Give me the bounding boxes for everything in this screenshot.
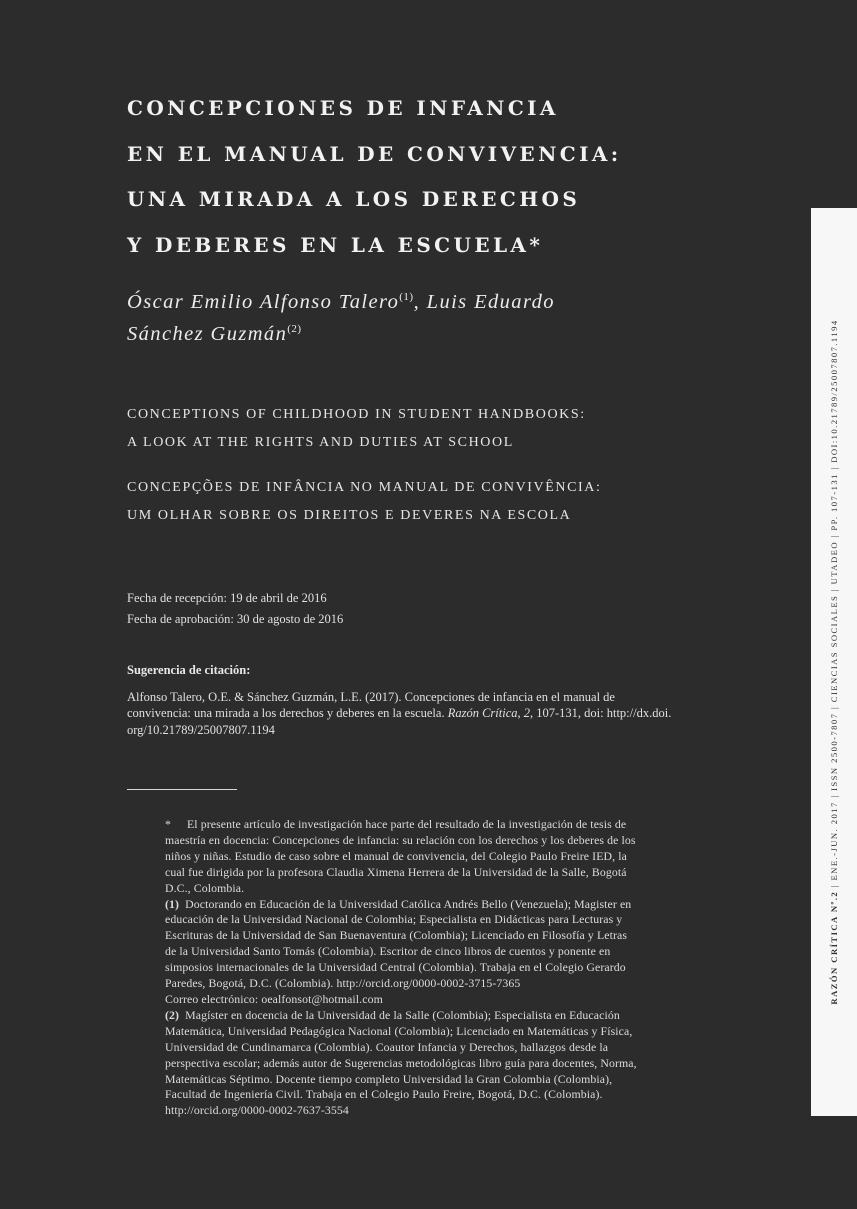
citation-text	[127, 689, 687, 738]
author-2-last: Sánchez Guzmán	[127, 322, 288, 345]
article-authors	[127, 284, 767, 348]
title-line: UNA MIRADA A LOS DERECHOS	[127, 187, 581, 211]
journal-name: RAZÓN CRÍTICA Nº.2	[829, 890, 839, 1005]
footnote-text: cual fue dirigida por la profesora Claudia Ximena Herrera de la Universidad de la Salle, Bogotá	[165, 864, 627, 879]
footnote-text: Matemáticas Séptimo. Docente tiempo completo Universidad la Gran Colombia (Colombia),	[165, 1071, 613, 1086]
footnote-text: Magíster en docencia de la Universidad de la Salle (Colombia); Especialista en Educación	[185, 1007, 620, 1022]
english-title-line: A LOOK AT THE RIGHTS AND DUTIES AT SCHOOL	[127, 435, 514, 450]
footnote-text: Doctorando en Educación de la Universidad Católica Andrés Bello (Venezuela); Magister en	[185, 896, 632, 911]
footnote-divider	[127, 789, 237, 790]
citation-journal: Razón Crítica, 2	[447, 706, 530, 721]
footnote-text: D.C., Colombia.	[165, 880, 245, 895]
reception-date: Fecha de recepción: 19 de abril de 2016	[127, 591, 327, 605]
english-title	[127, 401, 787, 457]
footnote-2-line	[165, 1008, 715, 1024]
footnote-text: El presente artículo de investigación hace parte del resultado de la investigación de tesis de	[187, 817, 627, 831]
portuguese-title	[127, 474, 787, 530]
title-line: CONCEPCIONES DE INFANCIA	[127, 96, 559, 120]
footnote-text: educación de la Universidad Nacional de Colombia; Especialista en Didácticas para Lecturas y	[165, 912, 623, 927]
article-dates	[127, 588, 727, 630]
footnote-text: Universidad de Cundinamarca (Colombia). Coautor Infancia y Derechos, hallazgos desde la	[165, 1039, 609, 1054]
footnote-orcid-link[interactable]: Paredes, Bogotá, D.C. (Colombia). http://orcid.org/0000-0002-3715-7365	[165, 976, 521, 991]
title-line: EN EL MANUAL DE CONVIVENCIA:	[127, 141, 622, 166]
citation-line	[127, 705, 687, 721]
journal-sidebar	[811, 208, 857, 1116]
footnote-text: de la Universidad Santo Tomás (Colombia). Escritor de cinco libros de cuentos y ponente en	[165, 944, 611, 959]
footnote-text: simposios internacionales de la Universidad Central (Colombia). Trabaja en el Colegio Gerardo	[165, 960, 626, 975]
citation-heading: Sugerencia de citación:	[127, 663, 251, 677]
english-title-line: CONCEPTIONS OF CHILDHOOD IN STUDENT HANDBOOKS:	[127, 407, 586, 422]
citation-fragment: convivencia: una mirada a los derechos y deberes en la escuela.	[127, 706, 448, 721]
footnote-text: Escrituras de la Universidad de San Buenaventura (Colombia); Licenciado en Filosofía y Letras	[165, 928, 628, 943]
footnote-1-line	[165, 897, 715, 913]
footnote-2-mark: (2)	[165, 1007, 180, 1022]
footnote-star-mark: *	[165, 817, 171, 831]
footnote-1-mark: (1)	[165, 896, 180, 911]
footnote-text: Facultad de Ingeniería Civil. Trabaja en el Colegio Paulo Freire, Bogotá, D.C. (Colombia).	[165, 1087, 603, 1102]
journal-sidebar-text	[829, 319, 839, 1004]
article-title	[127, 86, 767, 268]
author-1: Óscar Emilio Alfonso Talero	[127, 290, 400, 313]
portuguese-title-line: UM OLHAR SOBRE OS DIREITOS E DEVERES NA ESCOLA	[127, 508, 572, 523]
journal-issue-info: | ENE.-JUN. 2017 | ISSN 2500-7807 | CIENCIAS SOCIALES | UTADEO | PP. 107-131 | DOI:10.21789/25007807.1194	[829, 319, 839, 891]
author-2-footnote-mark[interactable]: (2)	[287, 322, 302, 335]
footnote-text: niños y niñas. Estudio de caso sobre el manual de convivencia, del Colegio Paulo Freire IED, la	[165, 848, 627, 863]
footnote-star-line	[165, 817, 715, 833]
footnote-text: perspectiva escolar; además autor de Sugerencias metodológicas libro guía para docentes, Norma,	[165, 1055, 637, 1070]
footnotes	[165, 817, 715, 1119]
footnote-text: Matemática, Universidad Pedagógica Nacional (Colombia); Licenciado en Matemáticas y Física,	[165, 1023, 633, 1038]
footnote-text: maestría en docencia: Concepciones de infancia: su relación con los derechos y los deberes de los	[165, 832, 636, 847]
citation-line: Alfonso Talero, O.E. & Sánchez Guzmán, L.E. (2017). Concepciones de infancia en el manual de	[127, 690, 615, 704]
author-2-first: Luis Eduardo	[426, 290, 555, 313]
title-line: Y DEBERES EN LA ESCUELA*	[127, 232, 544, 257]
footnote-orcid-link[interactable]: http://orcid.org/0000-0002-7637-3554	[165, 1103, 349, 1118]
citation-doi-link[interactable]: org/10.21789/25007807.1194	[127, 722, 275, 737]
author-separator: ,	[413, 290, 427, 313]
portuguese-title-line: CONCEPÇÕES DE INFÂNCIA NO MANUAL DE CONVIVÊNCIA:	[127, 480, 602, 495]
footnote-email[interactable]: Correo electrónico: oealfonsot@hotmail.com	[165, 991, 383, 1006]
author-1-footnote-mark[interactable]: (1)	[399, 291, 414, 303]
approval-date: Fecha de aprobación: 30 de agosto de 2016	[127, 612, 344, 626]
citation-doi-fragment[interactable]: , 107-131, doi: http://dx.doi.	[530, 706, 672, 721]
